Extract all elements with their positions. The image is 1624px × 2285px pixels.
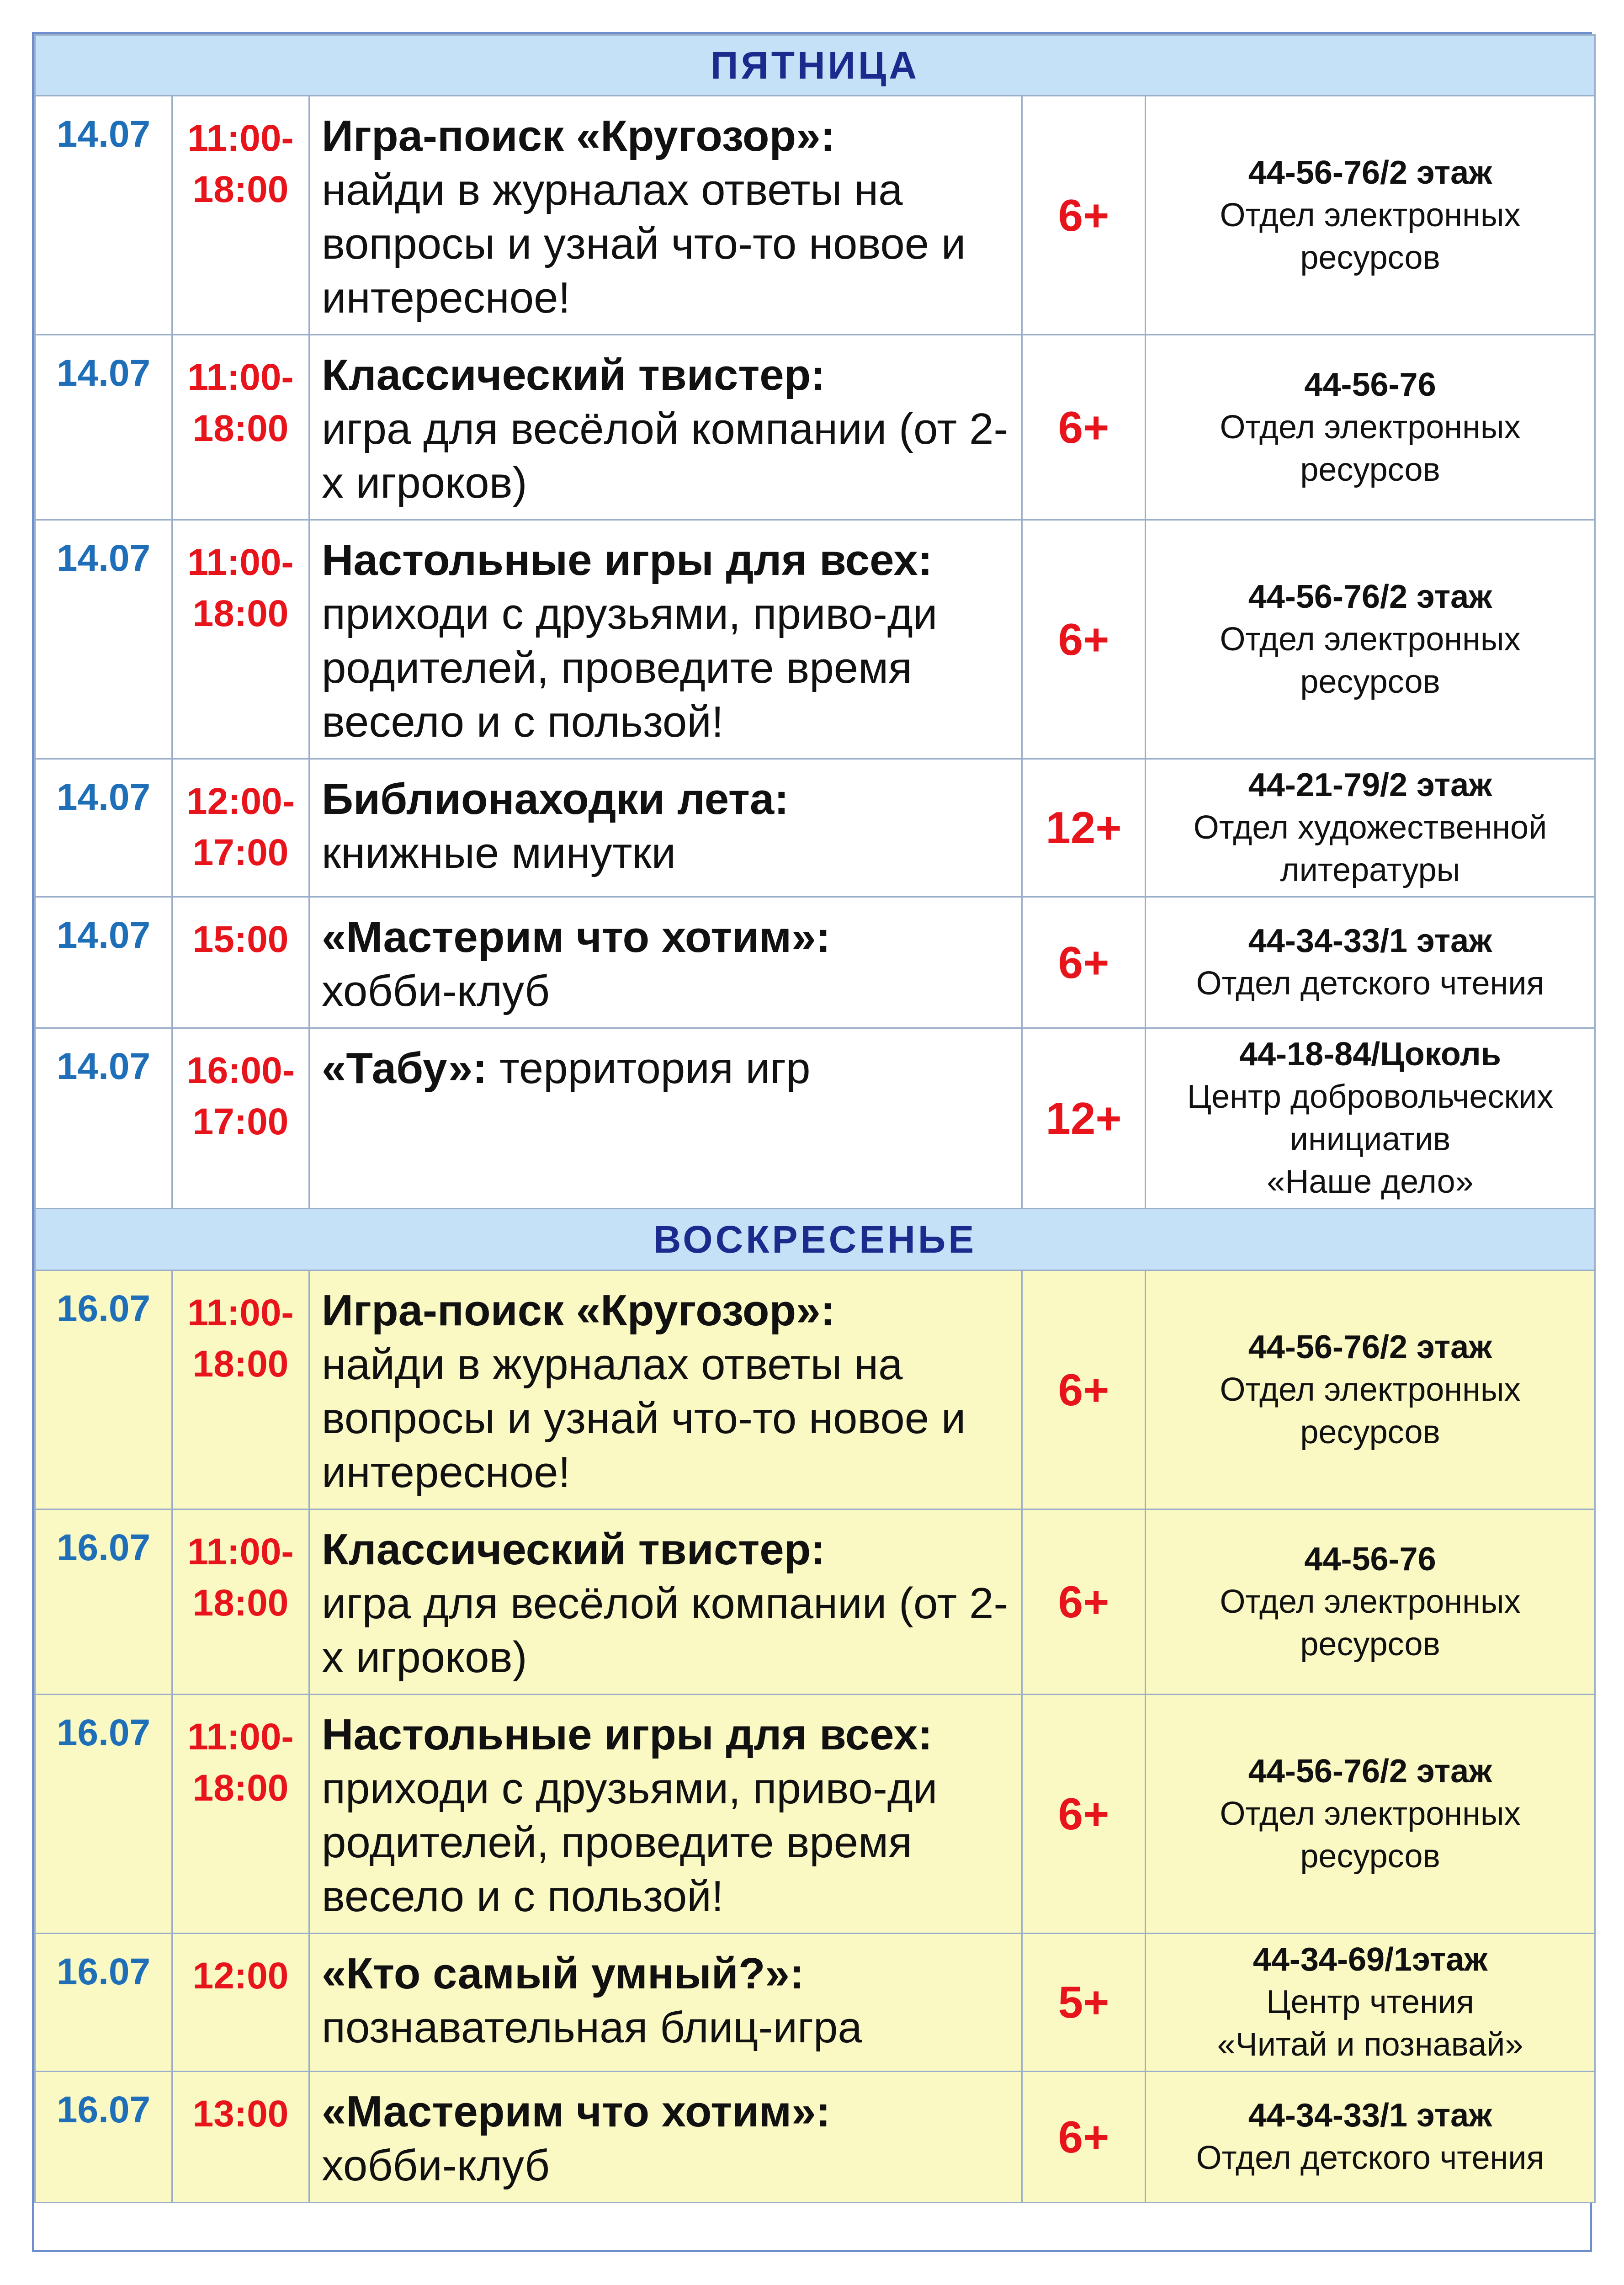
- event-date: 16.07: [35, 2072, 172, 2203]
- contact-info: [1146, 520, 1595, 759]
- event-title-description: хобби-клуб: [322, 2141, 550, 2190]
- department-name: ресурсов: [1300, 239, 1440, 276]
- department-name: Отдел электронных: [1220, 621, 1521, 658]
- event-time: [172, 1934, 309, 2072]
- event-title: [309, 759, 1022, 897]
- event-row: [35, 2072, 1595, 2203]
- event-title-description: приходи с друзьями, приво-ди родителей, проведите время весело и с пользой!: [322, 590, 938, 746]
- event-title-main: «Мастерим что хотим»:: [322, 913, 831, 962]
- event-title: [309, 335, 1022, 520]
- day-header: ПЯТНИЦА: [35, 35, 1595, 96]
- event-time: [172, 897, 309, 1028]
- department-name: ресурсов: [1300, 1414, 1440, 1451]
- contact-info: [1146, 897, 1595, 1028]
- event-title-main: Настольные игры для всех:: [322, 1710, 933, 1759]
- contact-info: [1146, 2072, 1595, 2203]
- department-name: Центр добровольческих: [1187, 1079, 1554, 1115]
- event-time: [172, 2072, 309, 2203]
- event-date: 14.07: [35, 897, 172, 1028]
- event-row: [35, 520, 1595, 759]
- event-title-description: книжные минутки: [322, 829, 676, 877]
- contact-info: [1146, 1270, 1595, 1509]
- department-name: Отдел электронных: [1220, 197, 1521, 234]
- department-name: Отдел художественной: [1193, 809, 1547, 846]
- event-time-line: 16:00-: [186, 1050, 295, 1091]
- event-title: [309, 96, 1022, 335]
- department-name: ресурсов: [1300, 451, 1440, 488]
- age-rating: 6+: [1022, 1509, 1146, 1695]
- event-time: [172, 1695, 309, 1934]
- department-name: литературы: [1280, 852, 1460, 888]
- day-header-row: [35, 35, 1595, 96]
- event-date: 14.07: [35, 96, 172, 335]
- event-date: 16.07: [35, 1934, 172, 2072]
- event-date: 14.07: [35, 1028, 172, 1209]
- event-title-main: «Мастерим что хотим»:: [322, 2087, 831, 2136]
- age-rating: 6+: [1022, 2072, 1146, 2203]
- age-rating: 6+: [1022, 520, 1146, 759]
- events-schedule-table: [34, 34, 1596, 2203]
- event-date: 16.07: [35, 1695, 172, 1934]
- department-name: Отдел электронных: [1220, 1583, 1521, 1620]
- event-time-line: 12:00: [192, 1955, 289, 1997]
- event-title-main: «Табу»:: [322, 1044, 488, 1093]
- event-title-description: найди в журналах ответы на вопросы и узнай что-то новое и интересное!: [322, 165, 966, 322]
- contact-phone: 44-56-76: [1304, 1541, 1436, 1578]
- event-date: 16.07: [35, 1270, 172, 1509]
- event-row: [35, 1028, 1595, 1209]
- event-title-main: Библионаходки лета:: [322, 775, 789, 824]
- schedule-sheet: [32, 32, 1592, 2252]
- contact-phone: 44-34-33/1 этаж: [1248, 923, 1492, 959]
- department-name: Отдел электронных: [1220, 1795, 1521, 1832]
- event-time-line: 18:00: [192, 169, 289, 210]
- contact-phone: 44-56-76/2 этаж: [1248, 1328, 1492, 1366]
- contact-phone: 44-56-76: [1304, 366, 1436, 403]
- event-title: [309, 1695, 1022, 1934]
- contact-phone: 44-21-79/2 этаж: [1248, 767, 1492, 803]
- contact-phone: 44-56-76/2 этаж: [1248, 154, 1492, 191]
- event-time: [172, 96, 309, 335]
- event-title: [309, 897, 1022, 1028]
- event-date: 14.07: [35, 520, 172, 759]
- contact-phone: 44-18-84/Цоколь: [1239, 1036, 1501, 1073]
- age-rating: 6+: [1022, 96, 1146, 335]
- event-title-description: приходи с друзьями, приво-ди родителей, проведите время весело и с пользой!: [322, 1764, 938, 1921]
- event-time-line: 18:00: [192, 408, 289, 449]
- event-time-line: 15:00: [192, 919, 289, 960]
- contact-info: [1146, 1695, 1595, 1934]
- event-time-line: 11:00-: [187, 542, 294, 583]
- event-date: 14.07: [35, 335, 172, 520]
- event-title-main: Настольные игры для всех:: [322, 536, 933, 585]
- event-row: [35, 897, 1595, 1028]
- event-time-line: 18:00: [192, 593, 289, 634]
- age-rating: 6+: [1022, 1270, 1146, 1509]
- event-time: [172, 1028, 309, 1209]
- department-name: Отдел детского чтения: [1196, 965, 1544, 1002]
- age-rating: 6+: [1022, 335, 1146, 520]
- event-title-main: Игра-поиск «Кругозор»:: [322, 112, 835, 160]
- department-name: «Читай и познавай»: [1217, 2026, 1523, 2063]
- contact-phone: 44-56-76/2 этаж: [1248, 1753, 1492, 1790]
- event-time-line: 11:00-: [187, 117, 294, 159]
- event-title-main: Классический твистер:: [322, 1525, 826, 1574]
- department-name: ресурсов: [1300, 1838, 1440, 1875]
- event-row: [35, 1695, 1595, 1934]
- contact-info: [1146, 1934, 1595, 2072]
- day-header: ВОСКРЕСЕНЬЕ: [35, 1209, 1595, 1270]
- department-name: Отдел электронных: [1220, 409, 1521, 446]
- department-name: инициатив: [1290, 1121, 1451, 1158]
- department-name: Центр чтения: [1266, 1984, 1474, 2020]
- age-rating: 6+: [1022, 897, 1146, 1028]
- event-title-description: игра для весёлой компании (от 2-х игроков): [322, 404, 1008, 507]
- age-rating: 12+: [1022, 759, 1146, 897]
- contact-info: [1146, 1028, 1595, 1209]
- event-row: [35, 759, 1595, 897]
- event-date: 16.07: [35, 1509, 172, 1695]
- event-time: [172, 759, 309, 897]
- event-title-main: «Кто самый умный?»:: [322, 1949, 804, 1998]
- event-time: [172, 1270, 309, 1509]
- contact-info: [1146, 759, 1595, 897]
- event-time-line: 18:00: [192, 1343, 289, 1385]
- contact-info: [1146, 96, 1595, 335]
- contact-info: [1146, 335, 1595, 520]
- event-time-line: 11:00-: [187, 1292, 294, 1334]
- event-title-description: игра для весёлой компании (от 2-х игроков): [322, 1579, 1008, 1682]
- event-title: [309, 1509, 1022, 1695]
- event-row: [35, 1509, 1595, 1695]
- event-time-line: 12:00-: [186, 781, 295, 822]
- event-time-line: 17:00: [192, 1101, 289, 1142]
- contact-phone: 44-56-76/2 этаж: [1248, 578, 1492, 615]
- contact-info: [1146, 1509, 1595, 1695]
- event-row: [35, 1934, 1595, 2072]
- event-time-line: 13:00: [192, 2093, 289, 2135]
- event-time: [172, 335, 309, 520]
- event-title: [309, 1270, 1022, 1509]
- event-time-line: 11:00-: [187, 1531, 294, 1573]
- department-name: Отдел электронных: [1220, 1371, 1521, 1408]
- age-rating: 12+: [1022, 1028, 1146, 1209]
- event-row: [35, 1270, 1595, 1509]
- event-title-description: найди в журналах ответы на вопросы и узнай что-то новое и интересное!: [322, 1340, 966, 1497]
- event-time-line: 18:00: [192, 1582, 289, 1624]
- event-time: [172, 520, 309, 759]
- department-name: ресурсов: [1300, 1626, 1440, 1663]
- event-title: [309, 2072, 1022, 2203]
- event-time-line: 11:00-: [187, 356, 294, 398]
- event-time-line: 18:00: [192, 1767, 289, 1809]
- event-title-description: познавательная блиц-игра: [322, 2003, 862, 2052]
- event-row: [35, 96, 1595, 335]
- day-header-row: [35, 1209, 1595, 1270]
- event-title: [309, 520, 1022, 759]
- department-name: Отдел детского чтения: [1196, 2140, 1544, 2176]
- event-title-main: Игра-поиск «Кругозор»:: [322, 1286, 835, 1335]
- event-time-line: 11:00-: [187, 1716, 294, 1758]
- department-name: «Наше дело»: [1267, 1164, 1474, 1200]
- event-title: [309, 1028, 1022, 1209]
- event-row: [35, 335, 1595, 520]
- contact-phone: 44-34-69/1этаж: [1252, 1941, 1488, 1978]
- event-title-description: территория игр: [487, 1044, 811, 1093]
- age-rating: 5+: [1022, 1934, 1146, 2072]
- event-date: 14.07: [35, 759, 172, 897]
- age-rating: 6+: [1022, 1695, 1146, 1934]
- event-title: [309, 1934, 1022, 2072]
- event-title-main: Классический твистер:: [322, 351, 826, 399]
- event-time-line: 17:00: [192, 832, 289, 873]
- department-name: ресурсов: [1300, 663, 1440, 700]
- event-time: [172, 1509, 309, 1695]
- contact-phone: 44-34-33/1 этаж: [1248, 2097, 1492, 2134]
- event-title-description: хобби-клуб: [322, 967, 550, 1015]
